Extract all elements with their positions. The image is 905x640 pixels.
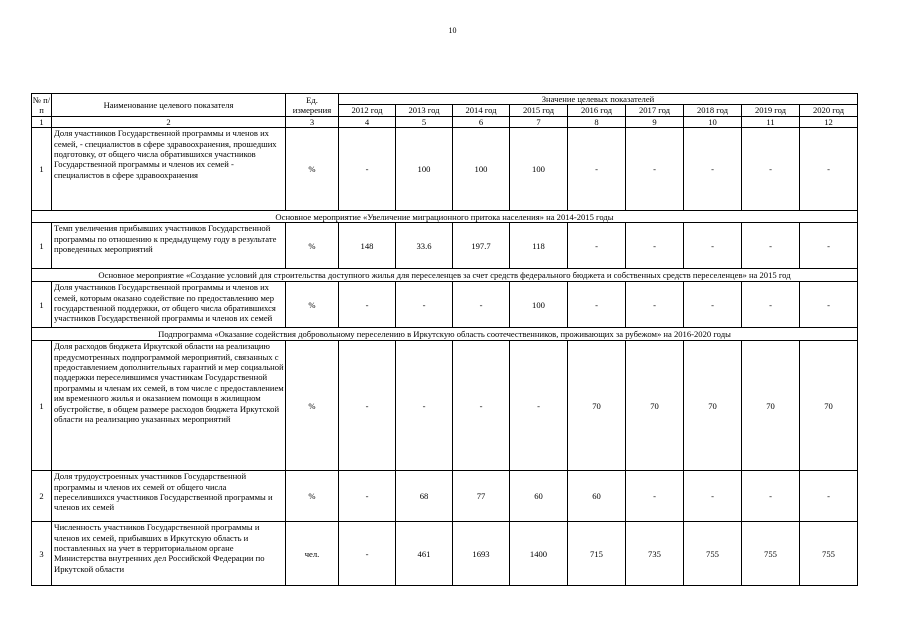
column-number: 3 [286, 116, 339, 127]
indicator-value: 1693 [453, 522, 510, 586]
header-unit: Ед. измерения [286, 94, 339, 117]
indicator-value: 70 [800, 341, 858, 471]
indicator-name: Доля участников Государственной программы и членов их семей, которым оказано содействие по предоставлению мер государственной поддержки, от общего числа обратившихся участников Государственной программы и членов их семей [52, 282, 286, 328]
header-year: 2016 год [568, 105, 626, 116]
indicator-value: - [742, 282, 800, 328]
indicator-value: - [800, 282, 858, 328]
indicator-unit: % [286, 128, 339, 211]
header-year: 2018 год [684, 105, 742, 116]
indicator-value: 755 [742, 522, 800, 586]
section-row [32, 211, 858, 223]
section-row [32, 328, 858, 341]
indicator-value: - [339, 522, 396, 586]
column-number: 5 [396, 116, 453, 127]
header-values-title: Значение целевых показателей [339, 94, 858, 105]
header-year: 2013 год [396, 105, 453, 116]
indicator-row [32, 522, 858, 586]
indicator-row [32, 471, 858, 522]
page-number: 10 [448, 26, 457, 35]
column-number: 10 [684, 116, 742, 127]
indicator-value: 755 [684, 522, 742, 586]
indicator-name: Доля трудоустроенных участников Государственной программы и членов их семей от общего числа переселившихся участников Государственной программы и членов их семей [52, 471, 286, 522]
indicator-value: 715 [568, 522, 626, 586]
indicator-value: - [339, 128, 396, 211]
indicator-unit: % [286, 471, 339, 522]
column-number: 11 [742, 116, 800, 127]
indicator-value: 60 [510, 471, 568, 522]
indicator-value: - [800, 223, 858, 269]
indicator-value: - [742, 223, 800, 269]
indicator-value: 70 [626, 341, 684, 471]
indicator-value: - [339, 282, 396, 328]
indicator-value: 755 [800, 522, 858, 586]
header-indicator-name: Наименование целевого показателя [52, 94, 286, 117]
indicator-row [32, 341, 858, 471]
target-indicators-table [31, 93, 858, 586]
indicator-unit: % [286, 341, 339, 471]
indicator-value: 100 [453, 128, 510, 211]
indicator-value: 100 [396, 128, 453, 211]
column-number: 1 [32, 116, 52, 127]
indicator-row [32, 282, 858, 328]
indicator-unit: % [286, 282, 339, 328]
indicator-value: - [568, 128, 626, 211]
indicator-value: - [339, 341, 396, 471]
header-year: 2014 год [453, 105, 510, 116]
indicator-value: - [626, 282, 684, 328]
indicator-value: - [626, 223, 684, 269]
indicator-name: Темп увеличения прибывших участников Государственной программы по отношению к предыдущему году в результате проведенных мероприятий [52, 223, 286, 269]
column-number: 2 [52, 116, 286, 127]
section-title: Основное мероприятие «Создание условий для строительства доступного жилья для переселенцев за счет средств федерального бюджета и собственных средств переселенцев» на 2015 год [32, 269, 858, 282]
indicator-value: - [684, 282, 742, 328]
indicator-value: - [339, 471, 396, 522]
indicator-row [32, 223, 858, 269]
indicator-value: 735 [626, 522, 684, 586]
indicator-value: - [453, 341, 510, 471]
indicator-value: - [800, 471, 858, 522]
header-no: № п/п [32, 94, 51, 115]
indicator-value: 70 [568, 341, 626, 471]
indicator-name: Доля расходов бюджета Иркутской области на реализацию предусмотренных подпрограммой мероприятий, связанных с предоставлением дополнительных гарантий и мер социальной поддержки переселившимся участникам Государственной программы и членам их семей, в том числе с предоставлением им временного жилья и оказанием помощи в жилищном обустройстве, в общем размере расходов бюджета Иркутской области на реализацию указанных мероприятий [52, 341, 286, 471]
indicator-value: 1400 [510, 522, 568, 586]
header-year: 2020 год [800, 105, 858, 116]
indicator-value: - [800, 128, 858, 211]
indicator-value: - [626, 128, 684, 211]
indicator-value: - [510, 341, 568, 471]
section-title: Основное мероприятие «Увеличение миграционного притока населения» на 2014-2015 годы [32, 211, 858, 223]
indicator-value: 197.7 [453, 223, 510, 269]
indicator-row [32, 128, 858, 211]
header-year: 2019 год [742, 105, 800, 116]
indicator-value: 33.6 [396, 223, 453, 269]
indicator-value: - [742, 128, 800, 211]
header-year: 2017 год [626, 105, 684, 116]
indicator-value: 60 [568, 471, 626, 522]
indicator-value: - [684, 128, 742, 211]
column-number: 8 [568, 116, 626, 127]
indicator-unit: чел. [286, 522, 339, 586]
indicator-value: 77 [453, 471, 510, 522]
indicator-value: - [568, 282, 626, 328]
column-number: 12 [800, 116, 858, 127]
indicator-value: - [396, 341, 453, 471]
indicator-value: 461 [396, 522, 453, 586]
indicator-value: 70 [742, 341, 800, 471]
indicator-value: 68 [396, 471, 453, 522]
indicator-value: 118 [510, 223, 568, 269]
row-number: 1 [32, 223, 52, 269]
indicator-value: - [568, 223, 626, 269]
row-number: 1 [32, 282, 52, 328]
section-title: Подпрограмма «Оказание содействия добровольному переселению в Иркутскую область соотечественников, проживающих за рубежом» на 2016-2020 годы [32, 328, 858, 341]
indicator-name: Доля участников Государственной программы и членов их семей, - специалистов в сфере здравоохранения, прошедших подготовку, от общего числа обратившихся участников Государственной программы и членов их семей - специалистов в сфере здравоохранения [52, 128, 286, 211]
indicator-unit: % [286, 223, 339, 269]
section-row [32, 269, 858, 282]
indicator-name: Численность участников Государственной программы и членов их семей, прибывших в Иркутскую область и поставленных на учет в территориальном органе Министерства внутренних дел Российской Федерации по Иркутской области [52, 522, 286, 586]
indicator-value: - [684, 471, 742, 522]
header-year: 2015 год [510, 105, 568, 116]
row-number: 1 [32, 341, 52, 471]
indicator-value: 148 [339, 223, 396, 269]
indicator-value: - [742, 471, 800, 522]
header-year: 2012 год [339, 105, 396, 116]
row-number: 3 [32, 522, 52, 586]
row-number: 2 [32, 471, 52, 522]
indicator-value: - [626, 471, 684, 522]
indicator-value: - [684, 223, 742, 269]
indicator-value: 70 [684, 341, 742, 471]
column-number: 6 [453, 116, 510, 127]
indicator-value: 100 [510, 282, 568, 328]
column-number: 7 [510, 116, 568, 127]
indicator-value: - [453, 282, 510, 328]
indicator-value: 100 [510, 128, 568, 211]
indicator-value: - [396, 282, 453, 328]
column-number: 9 [626, 116, 684, 127]
row-number: 1 [32, 128, 52, 211]
column-number: 4 [339, 116, 396, 127]
